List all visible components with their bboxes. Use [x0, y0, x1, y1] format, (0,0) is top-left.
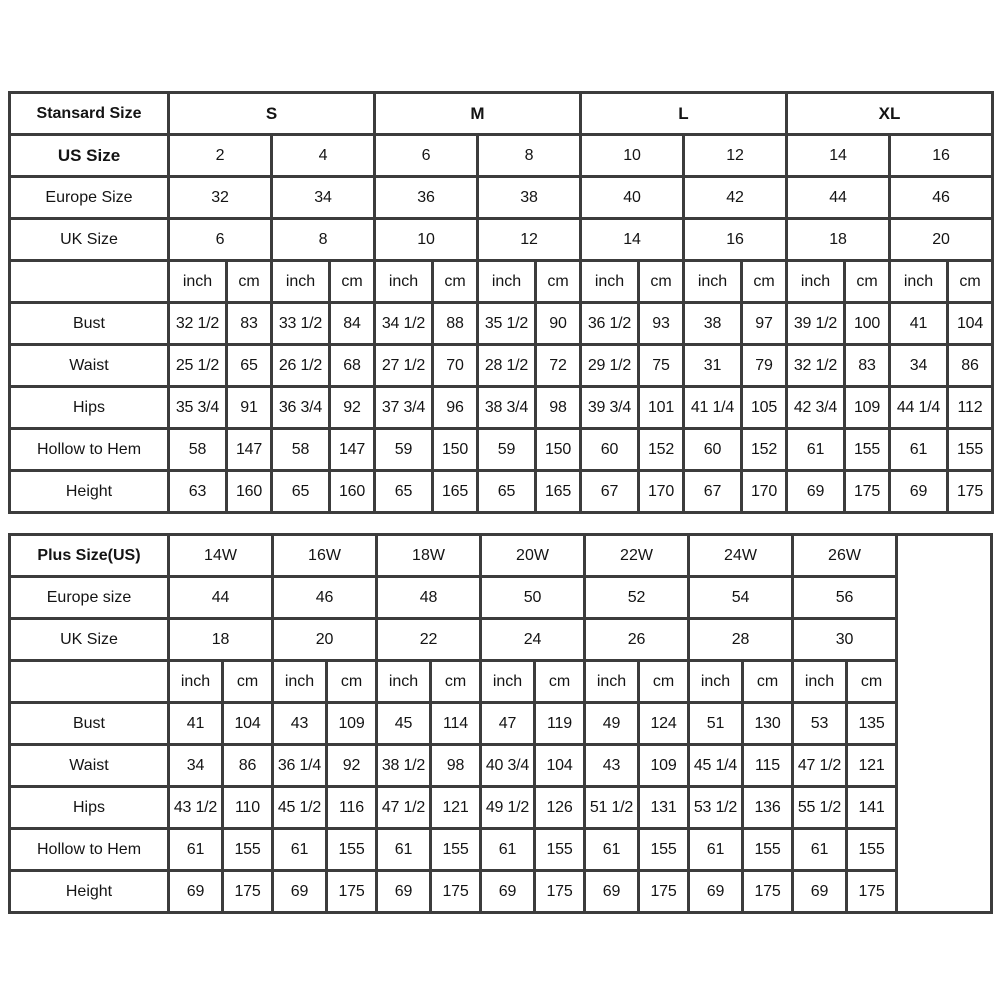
unit-header-cell: cm	[742, 261, 787, 303]
measure-value-cell: 119	[535, 703, 585, 745]
unit-row-blank-label	[10, 661, 169, 703]
measure-value-cell: 43	[585, 745, 639, 787]
size-value-cell: 18	[787, 219, 890, 261]
measure-value-cell: 38 1/2	[377, 745, 431, 787]
unit-header-cell: inch	[375, 261, 433, 303]
measure-value-cell: 155	[639, 829, 689, 871]
measure-value-cell: 98	[536, 387, 581, 429]
measure-value-cell: 69	[793, 871, 847, 913]
size-value-cell: 6	[375, 135, 478, 177]
size-value-cell: 16	[890, 135, 993, 177]
size-row-label: UK Size	[10, 619, 169, 661]
measure-value-cell: 88	[433, 303, 478, 345]
unit-header-cell: cm	[433, 261, 478, 303]
measure-value-cell: 31	[684, 345, 742, 387]
measure-value-cell: 105	[742, 387, 787, 429]
unit-header-cell: inch	[793, 661, 847, 703]
measure-value-cell: 34	[890, 345, 948, 387]
measure-value-cell: 69	[377, 871, 431, 913]
measure-value-cell: 36 1/4	[273, 745, 327, 787]
measure-value-cell: 165	[536, 471, 581, 513]
measure-value-cell: 160	[227, 471, 272, 513]
measure-row-label: Height	[10, 871, 169, 913]
measure-value-cell: 25 1/2	[169, 345, 227, 387]
unit-header-cell: cm	[639, 261, 684, 303]
measure-value-cell: 63	[169, 471, 227, 513]
measure-value-cell: 61	[787, 429, 845, 471]
unit-header-cell: inch	[481, 661, 535, 703]
measure-value-cell: 155	[327, 829, 377, 871]
measure-row-label: Hollow to Hem	[10, 429, 169, 471]
measure-value-cell: 147	[227, 429, 272, 471]
measure-row-label: Height	[10, 471, 169, 513]
size-group-header: 24W	[689, 535, 793, 577]
measure-value-cell: 69	[481, 871, 535, 913]
table-row	[10, 261, 993, 303]
size-value-cell: 14	[787, 135, 890, 177]
measure-value-cell: 65	[227, 345, 272, 387]
size-value-cell: 14	[581, 219, 684, 261]
measure-value-cell: 155	[535, 829, 585, 871]
table-row	[10, 429, 993, 471]
size-row-label: Europe Size	[10, 177, 169, 219]
measure-value-cell: 147	[330, 429, 375, 471]
measure-value-cell: 61	[377, 829, 431, 871]
size-value-cell: 6	[169, 219, 272, 261]
measure-value-cell: 175	[223, 871, 273, 913]
table-row	[10, 471, 993, 513]
size-value-cell: 10	[581, 135, 684, 177]
measure-value-cell: 109	[639, 745, 689, 787]
measure-value-cell: 69	[689, 871, 743, 913]
measure-value-cell: 41 1/4	[684, 387, 742, 429]
size-value-cell: 46	[890, 177, 993, 219]
measure-value-cell: 83	[227, 303, 272, 345]
size-value-cell: 46	[273, 577, 377, 619]
measure-value-cell: 175	[639, 871, 689, 913]
size-value-cell: 8	[478, 135, 581, 177]
measure-value-cell: 34 1/2	[375, 303, 433, 345]
size-value-cell: 50	[481, 577, 585, 619]
measure-value-cell: 104	[948, 303, 993, 345]
size-value-cell: 8	[272, 219, 375, 261]
measure-value-cell: 36 1/2	[581, 303, 639, 345]
measure-value-cell: 155	[948, 429, 993, 471]
unit-header-cell: cm	[535, 661, 585, 703]
measure-value-cell: 69	[169, 871, 223, 913]
measure-value-cell: 72	[536, 345, 581, 387]
measure-value-cell: 150	[433, 429, 478, 471]
size-value-cell: 40	[581, 177, 684, 219]
measure-value-cell: 152	[742, 429, 787, 471]
measure-value-cell: 175	[847, 871, 897, 913]
size-value-cell: 20	[890, 219, 993, 261]
measure-value-cell: 29 1/2	[581, 345, 639, 387]
table-row	[10, 93, 993, 135]
table-row	[10, 619, 992, 661]
measure-row-label: Bust	[10, 303, 169, 345]
size-group-header: L	[581, 93, 787, 135]
measure-value-cell: 32 1/2	[169, 303, 227, 345]
measure-value-cell: 65	[478, 471, 536, 513]
table-row	[10, 387, 993, 429]
size-value-cell: 52	[585, 577, 689, 619]
unit-header-cell: inch	[377, 661, 431, 703]
measure-value-cell: 69	[273, 871, 327, 913]
measure-value-cell: 98	[431, 745, 481, 787]
size-value-cell: 22	[377, 619, 481, 661]
unit-header-cell: inch	[890, 261, 948, 303]
unit-header-cell: inch	[689, 661, 743, 703]
measure-value-cell: 116	[327, 787, 377, 829]
size-group-header: 14W	[169, 535, 273, 577]
plus-size-table	[8, 533, 993, 914]
measure-value-cell: 115	[743, 745, 793, 787]
size-group-header: XL	[787, 93, 993, 135]
size-row-label: UK Size	[10, 219, 169, 261]
size-group-header: 18W	[377, 535, 481, 577]
measure-value-cell: 65	[272, 471, 330, 513]
standard-size-table	[8, 91, 994, 514]
unit-header-cell: inch	[478, 261, 536, 303]
unit-header-cell: inch	[787, 261, 845, 303]
measure-row-label: Waist	[10, 345, 169, 387]
measure-value-cell: 65	[375, 471, 433, 513]
measure-value-cell: 100	[845, 303, 890, 345]
measure-value-cell: 175	[431, 871, 481, 913]
measure-value-cell: 38 3/4	[478, 387, 536, 429]
measure-row-label: Hips	[10, 387, 169, 429]
measure-value-cell: 34	[169, 745, 223, 787]
measure-value-cell: 141	[847, 787, 897, 829]
measure-value-cell: 121	[431, 787, 481, 829]
unit-header-cell: cm	[536, 261, 581, 303]
measure-value-cell: 124	[639, 703, 689, 745]
measure-value-cell: 58	[272, 429, 330, 471]
measure-value-cell: 60	[581, 429, 639, 471]
measure-value-cell: 27 1/2	[375, 345, 433, 387]
measure-value-cell: 175	[535, 871, 585, 913]
measure-value-cell: 55 1/2	[793, 787, 847, 829]
measure-value-cell: 155	[223, 829, 273, 871]
size-value-cell: 16	[684, 219, 787, 261]
measure-value-cell: 61	[585, 829, 639, 871]
unit-header-cell: cm	[639, 661, 689, 703]
measure-value-cell: 104	[535, 745, 585, 787]
measure-value-cell: 37 3/4	[375, 387, 433, 429]
measure-value-cell: 131	[639, 787, 689, 829]
measure-value-cell: 155	[743, 829, 793, 871]
measure-value-cell: 35 3/4	[169, 387, 227, 429]
size-value-cell: 28	[689, 619, 793, 661]
measure-value-cell: 58	[169, 429, 227, 471]
measure-value-cell: 47 1/2	[793, 745, 847, 787]
measure-value-cell: 86	[223, 745, 273, 787]
measure-value-cell: 170	[639, 471, 684, 513]
unit-header-cell: cm	[227, 261, 272, 303]
measure-value-cell: 32 1/2	[787, 345, 845, 387]
measure-value-cell: 93	[639, 303, 684, 345]
measure-value-cell: 114	[431, 703, 481, 745]
measure-value-cell: 39 1/2	[787, 303, 845, 345]
table-row	[10, 661, 992, 703]
unit-header-cell: inch	[581, 261, 639, 303]
size-value-cell: 4	[272, 135, 375, 177]
unit-header-cell: cm	[743, 661, 793, 703]
size-value-cell: 42	[684, 177, 787, 219]
measure-value-cell: 61	[273, 829, 327, 871]
measure-value-cell: 61	[481, 829, 535, 871]
measure-value-cell: 60	[684, 429, 742, 471]
measure-value-cell: 61	[890, 429, 948, 471]
size-value-cell: 10	[375, 219, 478, 261]
measure-value-cell: 45 1/4	[689, 745, 743, 787]
measure-value-cell: 51 1/2	[585, 787, 639, 829]
size-row-label: Europe size	[10, 577, 169, 619]
measure-value-cell: 70	[433, 345, 478, 387]
measure-value-cell: 41	[890, 303, 948, 345]
size-group-header: 16W	[273, 535, 377, 577]
measure-value-cell: 121	[847, 745, 897, 787]
size-value-cell: 56	[793, 577, 897, 619]
measure-value-cell: 59	[375, 429, 433, 471]
measure-value-cell: 109	[327, 703, 377, 745]
measure-value-cell: 67	[581, 471, 639, 513]
unit-header-cell: cm	[845, 261, 890, 303]
measure-value-cell: 155	[845, 429, 890, 471]
measure-value-cell: 67	[684, 471, 742, 513]
size-value-cell: 30	[793, 619, 897, 661]
table-corner-label: Stansard Size	[10, 93, 169, 135]
measure-value-cell: 79	[742, 345, 787, 387]
measure-value-cell: 135	[847, 703, 897, 745]
measure-value-cell: 43 1/2	[169, 787, 223, 829]
table-row	[10, 703, 992, 745]
size-value-cell: 44	[787, 177, 890, 219]
measure-value-cell: 47 1/2	[377, 787, 431, 829]
measure-row-label: Hollow to Hem	[10, 829, 169, 871]
table-row	[10, 745, 992, 787]
measure-value-cell: 61	[689, 829, 743, 871]
size-value-cell: 20	[273, 619, 377, 661]
unit-header-cell: cm	[327, 661, 377, 703]
table-row	[10, 535, 992, 577]
measure-value-cell: 33 1/2	[272, 303, 330, 345]
measure-value-cell: 160	[330, 471, 375, 513]
measure-value-cell: 86	[948, 345, 993, 387]
unit-header-cell: inch	[272, 261, 330, 303]
table-row	[10, 345, 993, 387]
unit-header-cell: inch	[273, 661, 327, 703]
measure-value-cell: 83	[845, 345, 890, 387]
measure-value-cell: 175	[845, 471, 890, 513]
size-value-cell: 2	[169, 135, 272, 177]
unit-header-cell: inch	[169, 261, 227, 303]
measure-value-cell: 90	[536, 303, 581, 345]
measure-value-cell: 97	[742, 303, 787, 345]
measure-value-cell: 109	[845, 387, 890, 429]
measure-row-label: Waist	[10, 745, 169, 787]
table-row	[10, 577, 992, 619]
size-value-cell: 12	[684, 135, 787, 177]
measure-value-cell: 112	[948, 387, 993, 429]
measure-value-cell: 165	[433, 471, 478, 513]
measure-value-cell: 40 3/4	[481, 745, 535, 787]
unit-header-cell: inch	[169, 661, 223, 703]
measure-value-cell: 69	[787, 471, 845, 513]
measure-value-cell: 45	[377, 703, 431, 745]
measure-value-cell: 96	[433, 387, 478, 429]
size-group-header: M	[375, 93, 581, 135]
measure-value-cell: 39 3/4	[581, 387, 639, 429]
measure-value-cell: 49 1/2	[481, 787, 535, 829]
size-value-cell: 32	[169, 177, 272, 219]
measure-value-cell: 59	[478, 429, 536, 471]
size-value-cell: 18	[169, 619, 273, 661]
size-group-header: S	[169, 93, 375, 135]
table-row	[10, 787, 992, 829]
measure-value-cell: 152	[639, 429, 684, 471]
unit-header-cell: cm	[330, 261, 375, 303]
unit-row-blank-label	[10, 261, 169, 303]
measure-value-cell: 51	[689, 703, 743, 745]
table-row	[10, 829, 992, 871]
measure-value-cell: 69	[890, 471, 948, 513]
unit-header-cell: cm	[223, 661, 273, 703]
measure-value-cell: 68	[330, 345, 375, 387]
size-value-cell: 44	[169, 577, 273, 619]
measure-value-cell: 47	[481, 703, 535, 745]
measure-value-cell: 104	[223, 703, 273, 745]
size-value-cell: 26	[585, 619, 689, 661]
measure-value-cell: 35 1/2	[478, 303, 536, 345]
measure-value-cell: 69	[585, 871, 639, 913]
measure-value-cell: 175	[948, 471, 993, 513]
measure-value-cell: 170	[742, 471, 787, 513]
measure-value-cell: 92	[330, 387, 375, 429]
measure-value-cell: 43	[273, 703, 327, 745]
empty-spacer-cell	[897, 535, 992, 913]
unit-header-cell: cm	[431, 661, 481, 703]
measure-value-cell: 91	[227, 387, 272, 429]
size-value-cell: 38	[478, 177, 581, 219]
size-value-cell: 12	[478, 219, 581, 261]
table-row	[10, 871, 992, 913]
measure-value-cell: 126	[535, 787, 585, 829]
measure-value-cell: 41	[169, 703, 223, 745]
table-row	[10, 177, 993, 219]
measure-value-cell: 175	[327, 871, 377, 913]
measure-value-cell: 28 1/2	[478, 345, 536, 387]
table-row	[10, 219, 993, 261]
measure-row-label: Bust	[10, 703, 169, 745]
measure-value-cell: 36 3/4	[272, 387, 330, 429]
table-row	[10, 303, 993, 345]
unit-header-cell: inch	[585, 661, 639, 703]
measure-value-cell: 49	[585, 703, 639, 745]
size-value-cell: 48	[377, 577, 481, 619]
measure-value-cell: 110	[223, 787, 273, 829]
size-value-cell: 24	[481, 619, 585, 661]
size-group-header: 22W	[585, 535, 689, 577]
measure-value-cell: 26 1/2	[272, 345, 330, 387]
measure-value-cell: 101	[639, 387, 684, 429]
measure-value-cell: 136	[743, 787, 793, 829]
measure-value-cell: 84	[330, 303, 375, 345]
table-corner-label: Plus Size(US)	[10, 535, 169, 577]
measure-value-cell: 92	[327, 745, 377, 787]
measure-value-cell: 38	[684, 303, 742, 345]
size-value-cell: 36	[375, 177, 478, 219]
measure-value-cell: 155	[847, 829, 897, 871]
measure-value-cell: 53	[793, 703, 847, 745]
size-value-cell: 54	[689, 577, 793, 619]
unit-header-cell: cm	[948, 261, 993, 303]
size-value-cell: 34	[272, 177, 375, 219]
measure-value-cell: 150	[536, 429, 581, 471]
size-row-label: US Size	[10, 135, 169, 177]
unit-header-cell: cm	[847, 661, 897, 703]
measure-value-cell: 42 3/4	[787, 387, 845, 429]
measure-value-cell: 155	[431, 829, 481, 871]
measure-value-cell: 61	[793, 829, 847, 871]
measure-value-cell: 75	[639, 345, 684, 387]
measure-value-cell: 61	[169, 829, 223, 871]
measure-value-cell: 130	[743, 703, 793, 745]
measure-value-cell: 45 1/2	[273, 787, 327, 829]
measure-value-cell: 175	[743, 871, 793, 913]
size-group-header: 26W	[793, 535, 897, 577]
unit-header-cell: inch	[684, 261, 742, 303]
measure-value-cell: 44 1/4	[890, 387, 948, 429]
measure-value-cell: 53 1/2	[689, 787, 743, 829]
measure-row-label: Hips	[10, 787, 169, 829]
table-row	[10, 135, 993, 177]
size-group-header: 20W	[481, 535, 585, 577]
